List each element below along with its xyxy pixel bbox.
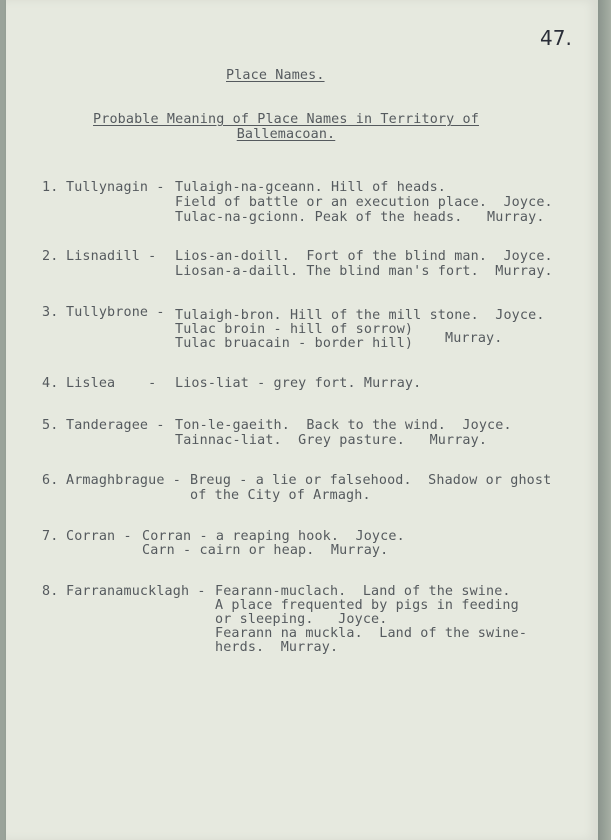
- entry-place-name: Lislea -: [66, 376, 157, 391]
- entry-number: 8.: [42, 584, 59, 599]
- entry-meaning-line: Field of battle or an execution place. Joyce.: [175, 195, 553, 210]
- entry-place-name: Farranamucklagh -: [66, 584, 206, 599]
- entry-meaning-line: Breug - a lie or falsehood. Shadow or ghost: [190, 473, 552, 488]
- entry-place-name: Armaghbrague -: [66, 473, 181, 488]
- entry-number: 5.: [42, 418, 59, 433]
- entry-place-name: Tullynagin -: [66, 180, 165, 195]
- entry-attribution: Murray.: [445, 331, 503, 346]
- page-title: Place Names.: [226, 68, 325, 83]
- entry-place-name: Tullybrone -: [66, 305, 165, 320]
- entry-place-name: Corran -: [66, 529, 132, 544]
- entry-meaning-line: A place frequented by pigs in feeding: [215, 598, 519, 613]
- entry-number: 6.: [42, 473, 59, 488]
- entry-number: 7.: [42, 529, 59, 544]
- entry-meaning-line: Fearann-muclach. Land of the swine.: [215, 584, 511, 599]
- page-edge: [598, 0, 611, 840]
- entry-meaning-line: Fearann na muckla. Land of the swine-: [215, 626, 528, 641]
- subtitle-line-1: Probable Meaning of Place Names in Territory of: [93, 112, 479, 127]
- page-number: 47.: [540, 26, 572, 50]
- entry-meaning-line: Tainnac-liat. Grey pasture. Murray.: [175, 433, 488, 448]
- entry-meaning-line: herds. Murray.: [215, 640, 339, 655]
- entry-meaning-line: Tulac-na-gcionn. Peak of the heads. Murray.: [175, 210, 545, 225]
- entry-meaning-line: Ton-le-gaeith. Back to the wind. Joyce.: [175, 418, 512, 433]
- entry-number: 1.: [42, 180, 59, 195]
- entry-number: 4.: [42, 376, 59, 391]
- entry-meaning-line: Tulac broin - hill of sorrow): [175, 322, 414, 337]
- entry-meaning-line: Liosan-a-daill. The blind man's fort. Murray.: [175, 264, 553, 279]
- entry-number: 3.: [42, 305, 59, 320]
- entry-meaning-line: Tulaigh-bron. Hill of the mill stone. Joyce.: [175, 308, 545, 323]
- entry-meaning-line: Lios-liat - grey fort. Murray.: [175, 376, 422, 391]
- entry-place-name: Tanderagee -: [66, 418, 165, 433]
- entry-place-name: Lisnadill -: [66, 249, 157, 264]
- entry-meaning-line: Tulac bruacain - border hill): [175, 336, 414, 351]
- entry-number: 2.: [42, 249, 59, 264]
- entry-meaning-line: of the City of Armagh.: [190, 488, 371, 503]
- entry-meaning-line: Lios-an-doill. Fort of the blind man. Joyce.: [175, 249, 553, 264]
- entry-meaning-line: Carn - cairn or heap. Murray.: [142, 543, 389, 558]
- subtitle-line-2: Ballemacoan.: [236, 127, 336, 142]
- entry-meaning-line: Corran - a reaping hook. Joyce.: [142, 529, 405, 544]
- entry-meaning-line: Tulaigh-na-gceann. Hill of heads.: [175, 180, 446, 195]
- entry-meaning-line: or sleeping. Joyce.: [215, 612, 388, 627]
